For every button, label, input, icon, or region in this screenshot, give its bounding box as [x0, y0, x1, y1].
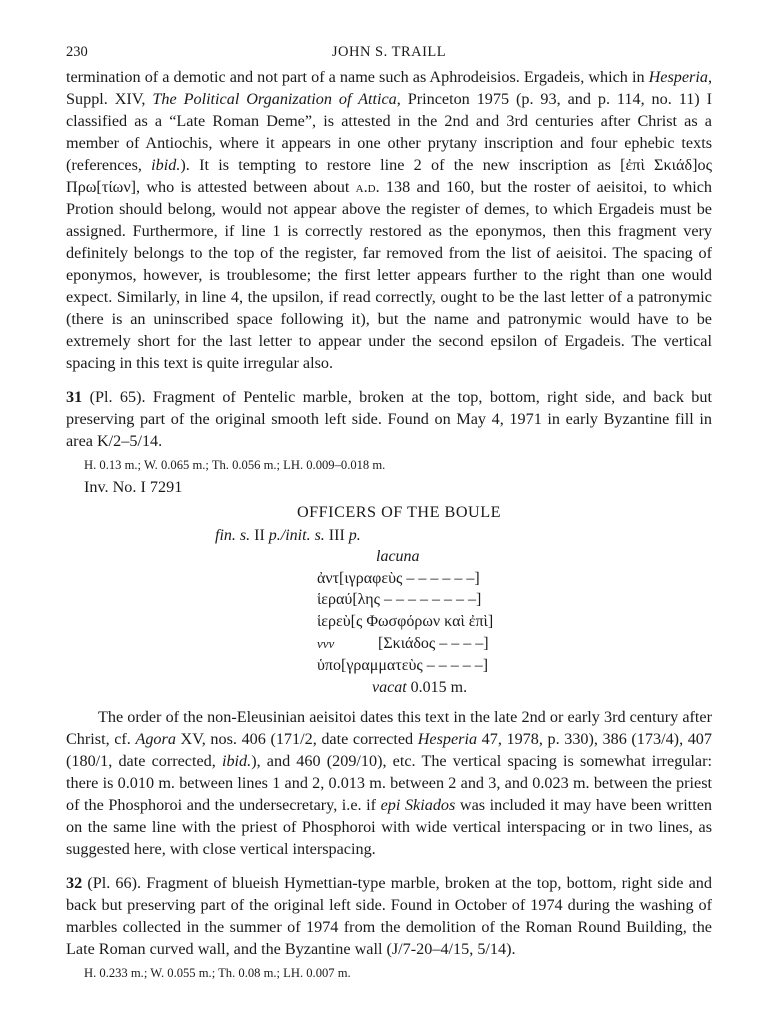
text-run: XV, nos. 406 (171/2, date corrected	[175, 730, 418, 748]
italic-run: lacuna	[376, 548, 420, 565]
text-run: ), and 460 (209/10), etc. The vertical spacing is somewhat irregular: there is 0.010 m. between lines 1 and 2, 0.013 m. between 2 and 3, and 0.023 m. between the priest of the Phosphoroi and the undersecretary, i.e. if	[66, 752, 712, 814]
italic-run: Hesperia	[417, 730, 478, 748]
text-run: 138 and 160, but the roster of aeisitoi, to which Protion should belong, would not appear above the register of demes, to which Ergadeis must be assigned. Furthermore, if line 1 is correctly restored as the eponymos, then this fragment very definitely belongs to the top of the register, far removed from the list of aeisitoi. The spacing of eponymos, however, is troublesome; the first letter appears further to the right than one would expect. Similarly, in line 4, the upsilon, if read correctly, ought to be the last letter of a patronymic (there is an uninscribed space following it), but the name and patronymic would have to be extremely short for the last letter to appear under the second epsilon of Ergadeis. The vertical spacing in this text is quite irregular also.	[66, 178, 713, 372]
entry-32-number: 32	[66, 874, 83, 892]
vacat-line	[372, 678, 467, 698]
entry-32-dimensions: H. 0.233 m.; W. 0.055 m.; Th. 0.08 m.; LH. 0.007 m.	[84, 966, 351, 980]
italic-run: vacat	[372, 679, 407, 696]
italic-run: fin. s.	[215, 527, 251, 544]
inscription-line-3: ἱερεὺ[ς Φωσφόρων καὶ ἐπὶ]	[317, 613, 494, 630]
text-run: , Princeton 1975 (p. 93, and p. 114, no. 11) I classified as a “Late Roman Deme”, is attested in the 2nd and 3rd centuries after Christ as a member of Antiochis, where it appears in one other prytany inscription and four ephebic texts (references,	[66, 90, 712, 174]
text-run: was included it may have been written on the same line with the priest of Phosphoroi with wide vertical interspacing or in two lines, as suggested here, with close vertical interspacing.	[66, 796, 713, 858]
text-run: III	[324, 527, 349, 544]
text-run: , Suppl. XIV,	[66, 68, 712, 108]
inscription-line-2: ἱεραύ[λης – – – – – – – –]	[317, 591, 482, 608]
lacuna-label	[376, 547, 420, 567]
italic-run: Agora	[135, 730, 176, 748]
page	[66, 38, 712, 982]
entry-31-inventory: Inv. No. I 7291	[84, 478, 183, 496]
inscription-line-5: ὑπο[γραμματεὺς – – – – –]	[317, 657, 489, 674]
entry-31-number: 31	[66, 388, 83, 406]
text-run: (Pl. 65). Fragment of Pentelic marble, broken at the top, bottom, right side, and back but preserving part of the original smooth left side. Found on May 4, 1971 in early Byzantine fill in area K/2–5/14.	[66, 388, 712, 450]
text-run: II	[250, 527, 269, 544]
italic-run: Hesperia	[648, 68, 708, 86]
text-run: 0.015 m.	[406, 679, 468, 696]
text-run: termination of a demotic and not part of a name such as Aphrodeisios. Ergadeis, which in	[66, 68, 649, 86]
italic-run: p./init. s.	[268, 527, 325, 544]
italic-run: The Political Organization of Attica	[152, 90, 397, 108]
inscription-title: OFFICERS OF THE BOULE	[296, 503, 502, 521]
italic-run: ibid.	[221, 752, 252, 770]
entry-31-dimensions: H. 0.13 m.; W. 0.065 m.; Th. 0.056 m.; LH. 0.009–0.018 m.	[84, 458, 386, 472]
inscription-line-1: ἀντ[ιγραφεὺς – – – – – –]	[317, 570, 480, 587]
text-run: The order of the non-Eleusinian aeisitoi dates this text in the late 2nd or early 3rd century after Christ, cf.	[66, 708, 712, 748]
paragraph-commentary	[66, 706, 712, 860]
entry-32-description	[66, 872, 712, 960]
text-run: ). It is tempting to restore line 2 of the new inscription as [ἐπὶ Σκιάδ]ος Πρω[τίων], who is attested between about	[66, 156, 712, 196]
italic-run: ibid.	[151, 156, 181, 174]
running-head: JOHN S. TRAILL	[331, 44, 447, 60]
inscription-line-4: [Σκιάδος – – – –]	[378, 635, 489, 652]
entry-31-description	[66, 386, 712, 452]
inscription-dating	[215, 526, 361, 546]
text-run: 47, 1978, p. 330), 386 (173/4), 407 (180/1, date corrected,	[66, 730, 712, 770]
small-caps-run: a.d.	[355, 178, 380, 196]
italic-run: p.	[348, 527, 361, 544]
paragraph-ergadeis	[66, 66, 712, 374]
italic-run: epi Skiados	[380, 796, 456, 814]
page-number: 230	[66, 44, 88, 60]
vacat-marker: vvv	[317, 636, 335, 651]
text-run: (Pl. 66). Fragment of blueish Hymettian-type marble, broken at the top, bottom, right side and back but preserving part of the original left side. Found in October of 1974 during the washing of marbles collected in the summer of 1974 from the demolition of the Roman Round Building, the Late Roman curved wall, and the Byzantine wall (J/7-20–4/15, 5/14).	[66, 874, 712, 958]
page-header	[66, 38, 712, 66]
inscription-text	[66, 524, 712, 706]
